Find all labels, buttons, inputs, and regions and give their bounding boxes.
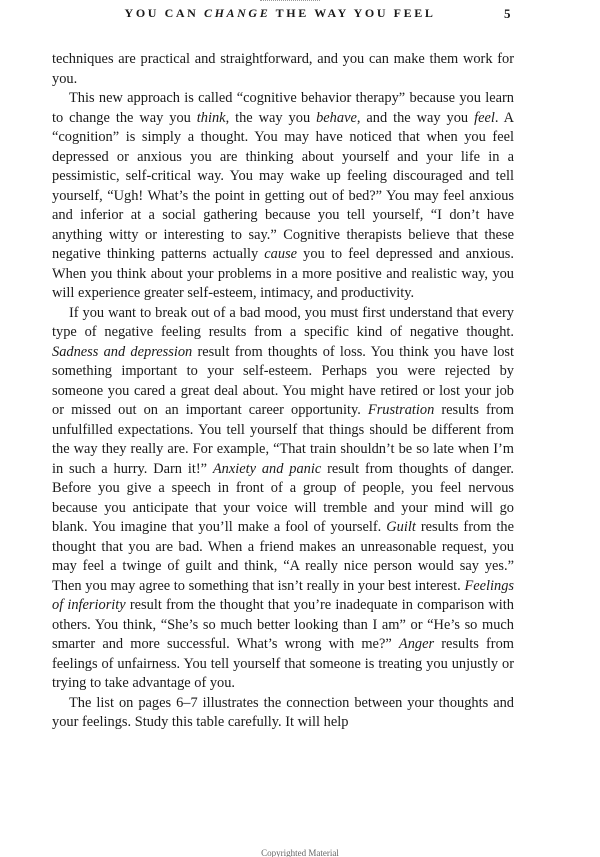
p3-emph-inferiority: Feelings of inferiority: [52, 577, 514, 613]
paragraph-1: techniques are practical and straightforward, and you can make them work for you.: [52, 51, 514, 87]
p2-text-d: . A “cognition” is simply a thought. You may have noticed that when you feel depressed or anxious you are thinking about yourself and your life in a pessimistic, self-critical way. You may wake up feeling discouraged and tell yourself, “Ugh! What’s the point in getting out of bed?” You may feel anxious and inferior at a social gathering because you tell yourself, “I don’t have anything witty or interesting to say.” Cognitive therapists believe that these negative thinking patterns actually: [52, 109, 514, 262]
p2-emph-behave: behave: [316, 109, 357, 126]
p3-text-b: result from thoughts of loss. You think you have lost something important to your self-esteem. Perhaps you were rejected by someone you cared a great deal about. You might have retired or lost your job or missed out on an important career opportunity.: [52, 343, 514, 418]
p3-text-f: result from the thought that you’re inadequate in comparison with others. You think, “She’s so much better looking than I am” or “He’s so much smarter and more successful. What’s wrong with me?”: [52, 597, 514, 652]
p2-text-a: This new approach is called “cognitive behavior therapy” because you learn to change the way you: [52, 90, 514, 126]
paragraph-4: The list on pages 6–7 illustrates the connection between your thoughts and your feelings. Study this table carefully. It will help: [52, 694, 514, 730]
running-head-part2: THE WAY YOU FEEL: [270, 6, 436, 20]
paragraph-2: [52, 89, 514, 304]
body-text: [52, 50, 514, 733]
paragraph-3: [52, 304, 514, 694]
p3-emph-sadness: Sadness and depression: [52, 343, 193, 360]
running-head-part1: YOU CAN: [124, 6, 205, 20]
running-head-italic: CHANGE: [204, 6, 271, 20]
p3-text-c: results from unfulfilled expectations. You tell yourself that things should be different from the way they really are. For example, “That train shouldn’t be so late when I’m in such a hurry. Darn it!”: [52, 402, 514, 477]
p3-text-g: results from feelings of unfairness. You tell yourself that someone is treating you unjustly or trying to take advantage of you.: [52, 636, 514, 691]
copyright-footer: Copyrighted Material: [261, 849, 339, 857]
p3-emph-anger: Anger: [398, 636, 435, 652]
p3-text-a: If you want to break out of a bad mood, you must first understand that every type of negative feeling results from a specific kind of negative thought.: [52, 304, 514, 340]
p3-emph-guilt: Guilt: [386, 519, 416, 535]
p2-emph-cause: cause: [264, 246, 298, 262]
previous-page-remnant: [260, 0, 320, 5]
p3-emph-anxiety: Anxiety and panic: [212, 460, 322, 477]
page-number: 5: [504, 6, 511, 21]
p3-text-d: result from thoughts of danger. Before you give a speech in front of a group of people, you feel nervous because you anticipate that your voice will tremble and your mind will go blank. You imagine that you’ll make a fool of yourself.: [52, 460, 514, 535]
p2-emph-think: think: [196, 109, 226, 126]
p2-text-c: , and the way you: [356, 109, 475, 126]
p3-text-e: results from the thought that you are bad. When a friend makes an unreasonable request, you may feel a twinge of guilt and think, “A really nice person would say yes.” Then you may agree to something that isn’t really in your best interest.: [52, 519, 514, 594]
p3-emph-frustration: Frustration: [367, 402, 435, 418]
p2-emph-feel: feel: [474, 109, 495, 126]
running-head: [110, 6, 450, 21]
p2-text-b: , the way you: [225, 109, 317, 126]
p2-text-e: you to feel depressed and anxious. When you think about your problems in a more positive and realistic way, you will experience greater self-esteem, intimacy, and productivity.: [52, 246, 514, 301]
